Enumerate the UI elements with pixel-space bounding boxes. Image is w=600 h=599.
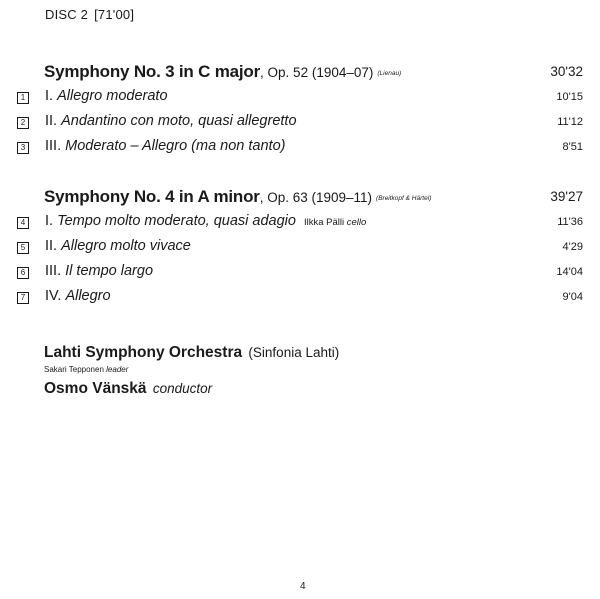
work-opus: , Op. 52 (1904–07) bbox=[260, 65, 374, 80]
track-number-box: 6 bbox=[17, 267, 29, 279]
track-title bbox=[45, 238, 191, 254]
track-title bbox=[45, 213, 366, 229]
conductor-name: Osmo Vänskä bbox=[44, 380, 147, 397]
disc-header bbox=[45, 7, 134, 22]
leader-credit bbox=[44, 365, 339, 374]
track-title bbox=[45, 88, 168, 104]
disc-duration: [71'00] bbox=[94, 7, 135, 22]
track-row bbox=[0, 113, 600, 138]
work-name: Symphony No. 4 in A minor bbox=[44, 187, 260, 206]
movement-title: Allegro molto vivace bbox=[61, 238, 191, 254]
movement-number: I. bbox=[45, 213, 58, 229]
movement-title: Allegro moderato bbox=[57, 88, 168, 104]
orchestra-name: Lahti Symphony Orchestra bbox=[44, 344, 243, 361]
track-number-box: 4 bbox=[17, 217, 29, 229]
track-duration: 11'12 bbox=[557, 116, 583, 128]
work-publisher: (Lienau) bbox=[377, 70, 402, 77]
work-title bbox=[44, 62, 401, 82]
movement-number: II. bbox=[45, 113, 62, 129]
movement-number: II. bbox=[45, 238, 62, 254]
track-row bbox=[0, 88, 600, 113]
leader-role: leader bbox=[106, 365, 129, 374]
track-row bbox=[0, 288, 600, 313]
track-title bbox=[45, 263, 153, 279]
track-row bbox=[0, 263, 600, 288]
soloist-role: cello bbox=[346, 217, 367, 228]
track-duration: 4'29 bbox=[562, 241, 583, 253]
track-duration: 11'36 bbox=[557, 216, 583, 228]
work-title bbox=[44, 187, 431, 207]
track-title bbox=[45, 288, 111, 304]
track-number-box: 5 bbox=[17, 242, 29, 254]
movement-number: III. bbox=[45, 263, 66, 279]
work-symphony-4 bbox=[0, 187, 600, 313]
movement-title: Moderato – Allegro (ma non tanto) bbox=[65, 138, 286, 154]
work-name: Symphony No. 3 in C major bbox=[44, 62, 261, 81]
page-number: 4 bbox=[300, 581, 306, 592]
disc-label: DISC 2 bbox=[45, 7, 89, 22]
track-duration: 8'51 bbox=[562, 141, 583, 153]
orchestra-alt-name: (Sinfonia Lahti) bbox=[248, 345, 340, 360]
work-opus: , Op. 63 (1909–11) bbox=[259, 190, 373, 205]
orchestra-credit bbox=[44, 344, 339, 362]
work-publisher: (Breitkopf & Härtel) bbox=[376, 195, 432, 202]
movement-title: Tempo molto moderato, quasi adagio bbox=[57, 213, 296, 229]
movement-title: Il tempo largo bbox=[65, 263, 154, 279]
track-row bbox=[0, 213, 600, 238]
movement-number: I. bbox=[45, 88, 58, 104]
work-duration: 30'32 bbox=[550, 64, 583, 79]
movement-number: IV. bbox=[45, 288, 66, 304]
track-number-box: 2 bbox=[17, 117, 29, 129]
track-number-box: 1 bbox=[17, 92, 29, 104]
soloist-credit bbox=[304, 217, 366, 228]
work-duration: 39'27 bbox=[550, 189, 583, 204]
track-duration: 9'04 bbox=[562, 291, 583, 303]
track-duration: 10'15 bbox=[556, 91, 583, 103]
track-title bbox=[45, 138, 285, 154]
performers-credits bbox=[44, 344, 339, 398]
conductor-credit bbox=[44, 380, 339, 398]
track-duration: 14'04 bbox=[556, 266, 583, 278]
track-row bbox=[0, 238, 600, 263]
track-title bbox=[45, 113, 297, 129]
movement-number: III. bbox=[45, 138, 66, 154]
movement-title: Allegro bbox=[65, 288, 111, 304]
leader-name: Sakari Tepponen bbox=[44, 365, 104, 374]
track-row bbox=[0, 138, 600, 163]
work-symphony-3 bbox=[0, 62, 600, 163]
soloist-name: Ilkka Pälli bbox=[303, 217, 345, 228]
track-number-box: 3 bbox=[17, 142, 29, 154]
movement-title: Andantino con moto, quasi allegretto bbox=[61, 113, 297, 129]
conductor-role: conductor bbox=[152, 381, 213, 396]
track-number-box: 7 bbox=[17, 292, 29, 304]
